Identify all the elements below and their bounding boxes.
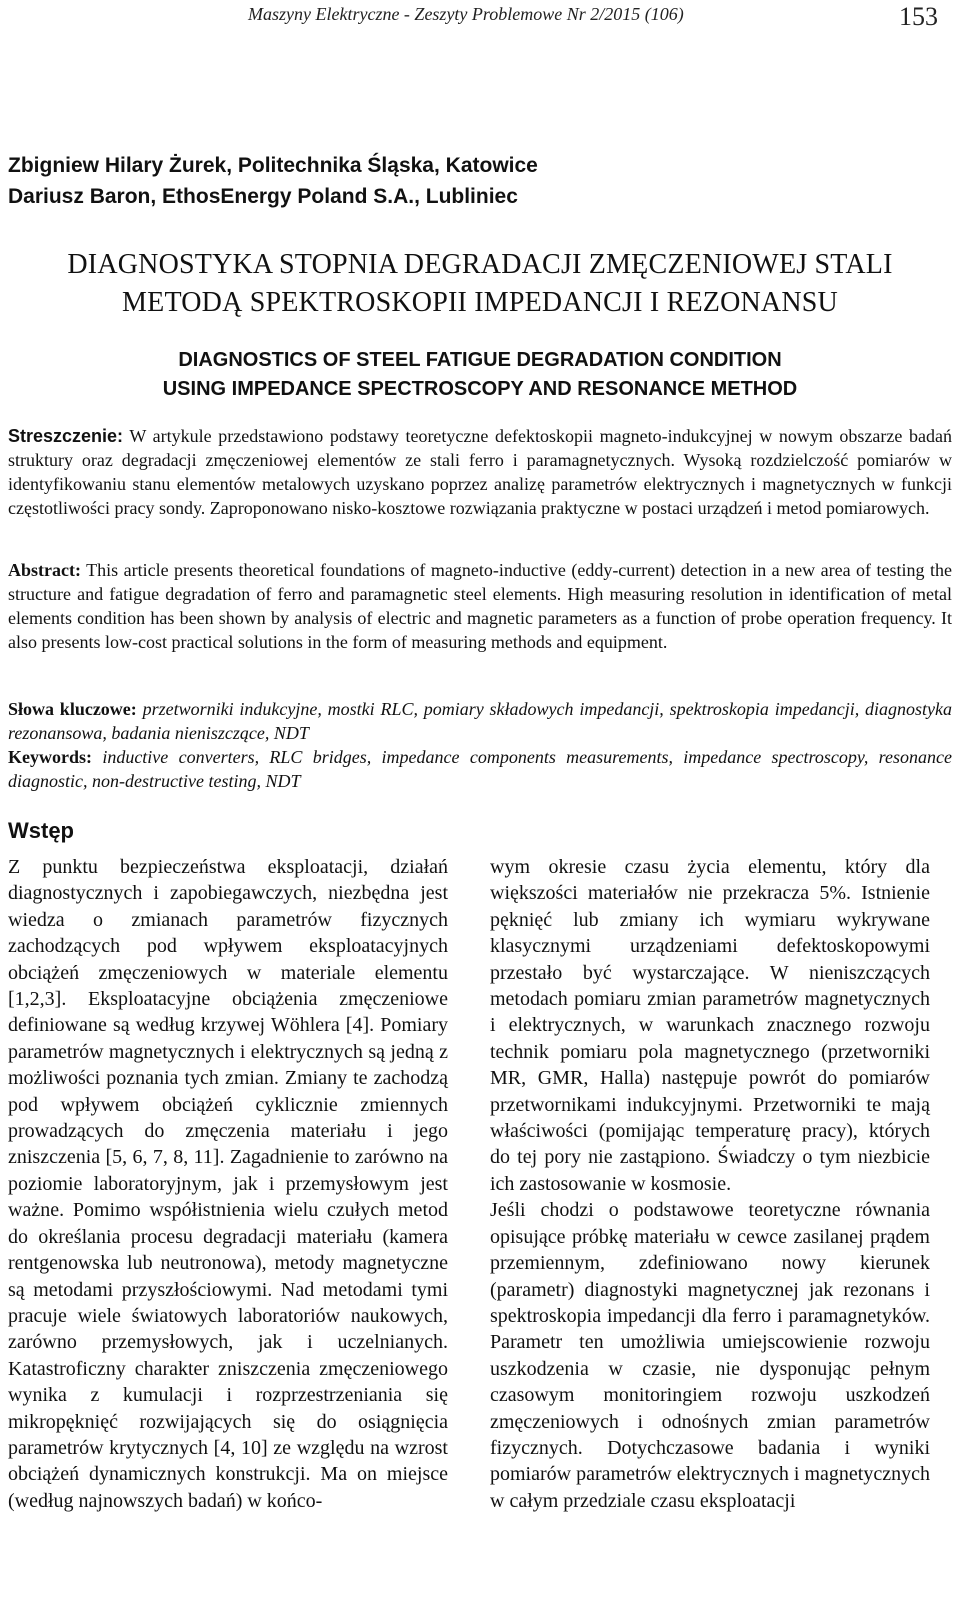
title-polish-line-2: METODĄ SPEKTROSKOPII IMPEDANCJI I REZONANSU — [122, 287, 838, 318]
section-heading: Wstęp — [8, 818, 74, 843]
title-polish — [0, 246, 960, 322]
body-right-paragraph-1: wym okresie czasu życia elementu, który dla większości materiałów nie przekracza 5%. Istnienie pęknięć lub zmiany ich wymiaru wykrywane klasycznymi urządzeniami defektoskopowymi przestało być wystarczające. W nieniszczących metodach pomiaru zmian parametrów magnetycznych i elektrycznych, w warunkach znacznego rozwoju technik pomiaru pola magnetycznego (przetworniki MR, GMR, Halla) następuje powrót do pomiarów przetwornikami indukcyjnymi. Przetworniki te mają właściwości (pomijając temperaturę pracy), których do tej pory nie zastąpiono. Świadczy o tym niezbicie ich zastosowanie w kosmosie. — [490, 856, 930, 1195]
keywords-english-label: Keywords: — [8, 747, 92, 767]
streszczenie-label: Streszczenie: — [8, 426, 124, 446]
author-line-1: Zbigniew Hilary Żurek, Politechnika Śląska, Katowice — [8, 154, 538, 177]
body-left-paragraph: Z punktu bezpieczeństwa eksploatacji, działań diagnostycznych i zapobiegawczych, niezbędna jest wiedza o zmianach parametrów fizycznych zachodzących pod wpływem eksploatacyjnych obciążeń zmęczeniowych w materiale elementu [1,2,3]. Eksploatacyjne obciążenia zmęczeniowe definiowane są według krzywej Wöhlera [4]. Pomiary parametrów magnetycznych i elektrycznych są jedną z możliwości poznania tych zmian. Zmiany te zachodzą pod wpływem obciążeń cyklicznie zmiennych prowadzących do zmęczenia materiału i jego zniszczenia [5, 6, 7, 8, 11]. Zagadnienie to zarówno na poziomie laboratoryjnym, jak i przemysłowym jest ważne. Pomimo współistnienia wielu czułych metod do określania procesu degradacji materiału (kamera rentgenowska lub neutronowa), metody magnetyczne są metodami przyszłościowymi. Nad metodami tymi pracuje wiele światowych laboratoriów naukowych, zarówno przemysłowych, jak i uczelnianych. Katastroficzny charakter zniszczenia zmęczeniowego wynika z kumulacji i rozprzestrzeniania się mikropęknięć rozwijających się do osiągnięcia parametrów krytycznych [4, 10] ze względu na wzrost obciążeń dynamicznych konstrukcji. Ma on miejsce (według najnowszych badań) w końco- — [8, 856, 448, 1512]
body-right-column — [490, 854, 930, 1514]
streszczenie-paragraph — [8, 424, 952, 520]
title-english-line-2: USING IMPEDANCE SPECTROSCOPY AND RESONANCE METHOD — [162, 378, 798, 400]
body-left-column — [8, 854, 448, 1514]
keywords-english-text: inductive converters, RLC bridges, impedance components measurements, impedance spectroscopy, resonance diagnostic, non-destructive testing, NDT — [8, 747, 952, 791]
keywords-polish-label: Słowa kluczowe: — [8, 699, 137, 719]
abstract-text: This article presents theoretical foundations of magneto-inductive (eddy-current) detection in a new area of testing the structure and fatigue degradation of ferro and paramagnetic steel elements. High measuring resolution in identification of metal elements condition has been shown by analysis of electric and magnetic parameters as a function of probe operation frequency. It also presents low-cost practical solutions in the form of measuring methods and equipment. — [8, 560, 952, 652]
title-polish-line-1: DIAGNOSTYKA STOPNIA DEGRADACJI ZMĘCZENIOWEJ STALI — [67, 249, 893, 280]
abstract-paragraph — [8, 558, 952, 654]
authors — [8, 150, 538, 212]
title-english-line-1: DIAGNOSTICS OF STEEL FATIGUE DEGRADATION CONDITION — [178, 349, 782, 371]
author-line-2: Dariusz Baron, EthosEnergy Poland S.A., Lubliniec — [8, 185, 518, 208]
keywords-polish — [8, 697, 952, 745]
abstract-label: Abstract: — [8, 560, 81, 580]
running-head: Maszyny Elektryczne - Zeszyty Problemowe Nr 2/2015 (106) — [248, 4, 684, 24]
page-number: 153 — [899, 2, 938, 31]
keywords-english — [8, 745, 952, 793]
title-english — [0, 346, 960, 404]
streszczenie-text: W artykule przedstawiono podstawy teoretyczne defektoskopii magneto-indukcyjnej w nowym obszarze badań struktury oraz degradacji zmęczeniowej elementów ze stali ferro i paramagnetycznych. Wysoką rozdzielczość pomiarów w identyfikowaniu stanu elementów metalowych uzyskano poprzez analizę parametrów elektrycznych i magnetycznych w funkcji częstotliwości pracy sondy. Zaproponowano nisko-kosztowe rozwiązania praktyczne w postaci urządzeń i metod pomiarowych. — [8, 426, 952, 518]
keywords-polish-text: przetworniki indukcyjne, mostki RLC, pomiary składowych impedancji, spektroskopia impedancji, diagnostyka rezonansowa, badania nieniszczące, NDT — [8, 699, 952, 743]
body-right-paragraph-2: Jeśli chodzi o podstawowe teoretyczne równania opisujące próbkę materiału w cewce zasilanej prądem przemiennym, zdefiniowano nowy kierunek (parametr) diagnostyki magnetycznej jak rezonans i spektroskopia impedancji dla ferro i paramagnetyków. Parametr ten umożliwia umiejscowienie rozwoju uszkodzenia w czasie, nie dysponując pełnym czasowym monitoringiem rozwoju uszkodzeń zmęczeniowych i odnośnych zmian parametrów fizycznych. Dotychczasowe badania i wyniki pomiarów parametrów elektrycznych i magnetycznych w całym przedziale czasu eksploatacji — [490, 1199, 930, 1512]
